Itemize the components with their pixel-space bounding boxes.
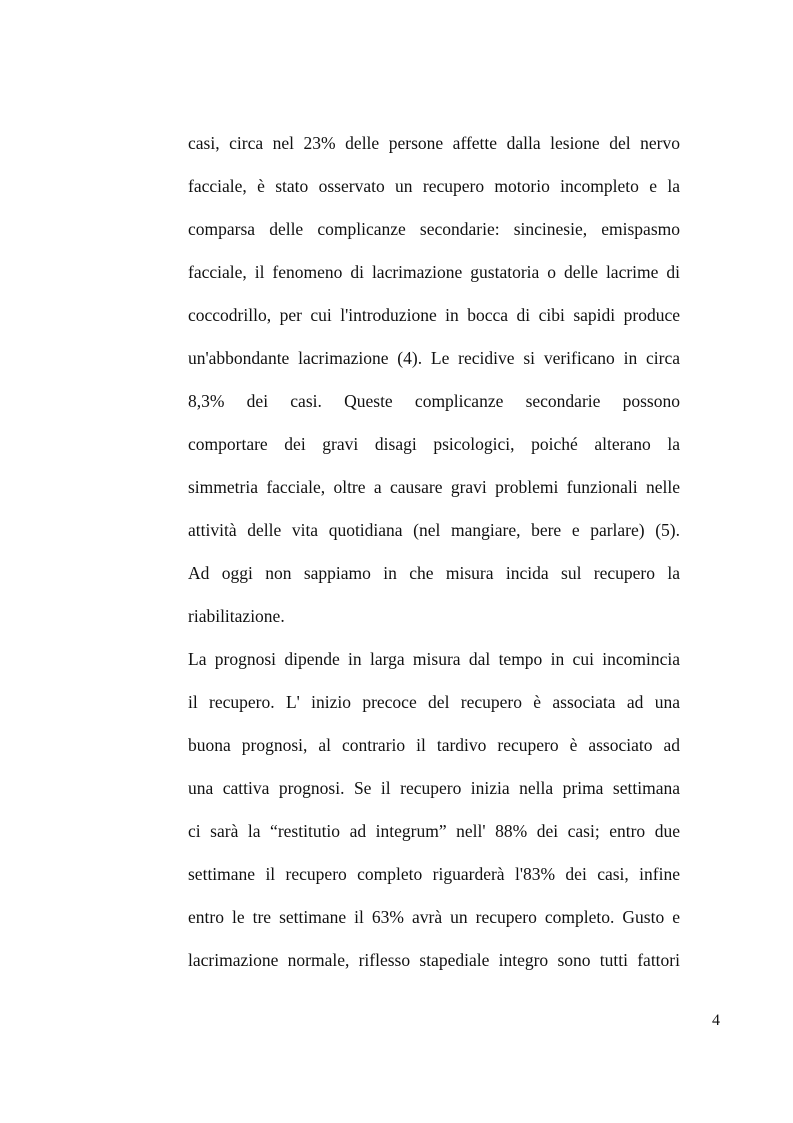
text-line: comparsa delle complicanze secondarie: sincinesie, emispasmo: [188, 219, 680, 239]
text-line: ci sarà la “restitutio ad integrum” nell' 88% dei casi; entro due: [188, 821, 680, 841]
text-line: settimane il recupero completo riguarderà l'83% dei casi, infine: [188, 864, 680, 884]
text-line: facciale, è stato osservato un recupero motorio incompleto e la: [188, 176, 680, 196]
text-line: coccodrillo, per cui l'introduzione in bocca di cibi sapidi produce: [188, 305, 680, 325]
text-line: riabilitazione.: [188, 606, 285, 626]
text-line: facciale, il fenomeno di lacrimazione gustatoria o delle lacrime di: [188, 262, 680, 282]
text-line: comportare dei gravi disagi psicologici, poiché alterano la: [188, 434, 680, 454]
text-line: un'abbondante lacrimazione (4). Le recidive si verificano in circa: [188, 348, 680, 368]
text-line: La prognosi dipende in larga misura dal tempo in cui incomincia: [188, 649, 680, 669]
text-line: lacrimazione normale, riflesso stapediale integro sono tutti fattori: [188, 950, 680, 970]
page-number: 4: [712, 1012, 720, 1029]
text-line: simmetria facciale, oltre a causare gravi problemi funzionali nelle: [188, 477, 680, 497]
text-line: il recupero. L' inizio precoce del recupero è associata ad una: [188, 692, 680, 712]
text-line: Ad oggi non sappiamo in che misura incida sul recupero la: [188, 563, 680, 583]
text-line: buona prognosi, al contrario il tardivo recupero è associato ad: [188, 735, 680, 755]
text-line: una cattiva prognosi. Se il recupero inizia nella prima settimana: [188, 778, 680, 798]
text-line: attività delle vita quotidiana (nel mangiare, bere e parlare) (5).: [188, 520, 680, 540]
text-line: 8,3% dei casi. Queste complicanze secondarie possono: [188, 391, 680, 411]
body-text: [188, 122, 680, 982]
text-line: entro le tre settimane il 63% avrà un recupero completo. Gusto e: [188, 907, 680, 927]
text-line: casi, circa nel 23% delle persone affette dalla lesione del nervo: [188, 133, 680, 153]
